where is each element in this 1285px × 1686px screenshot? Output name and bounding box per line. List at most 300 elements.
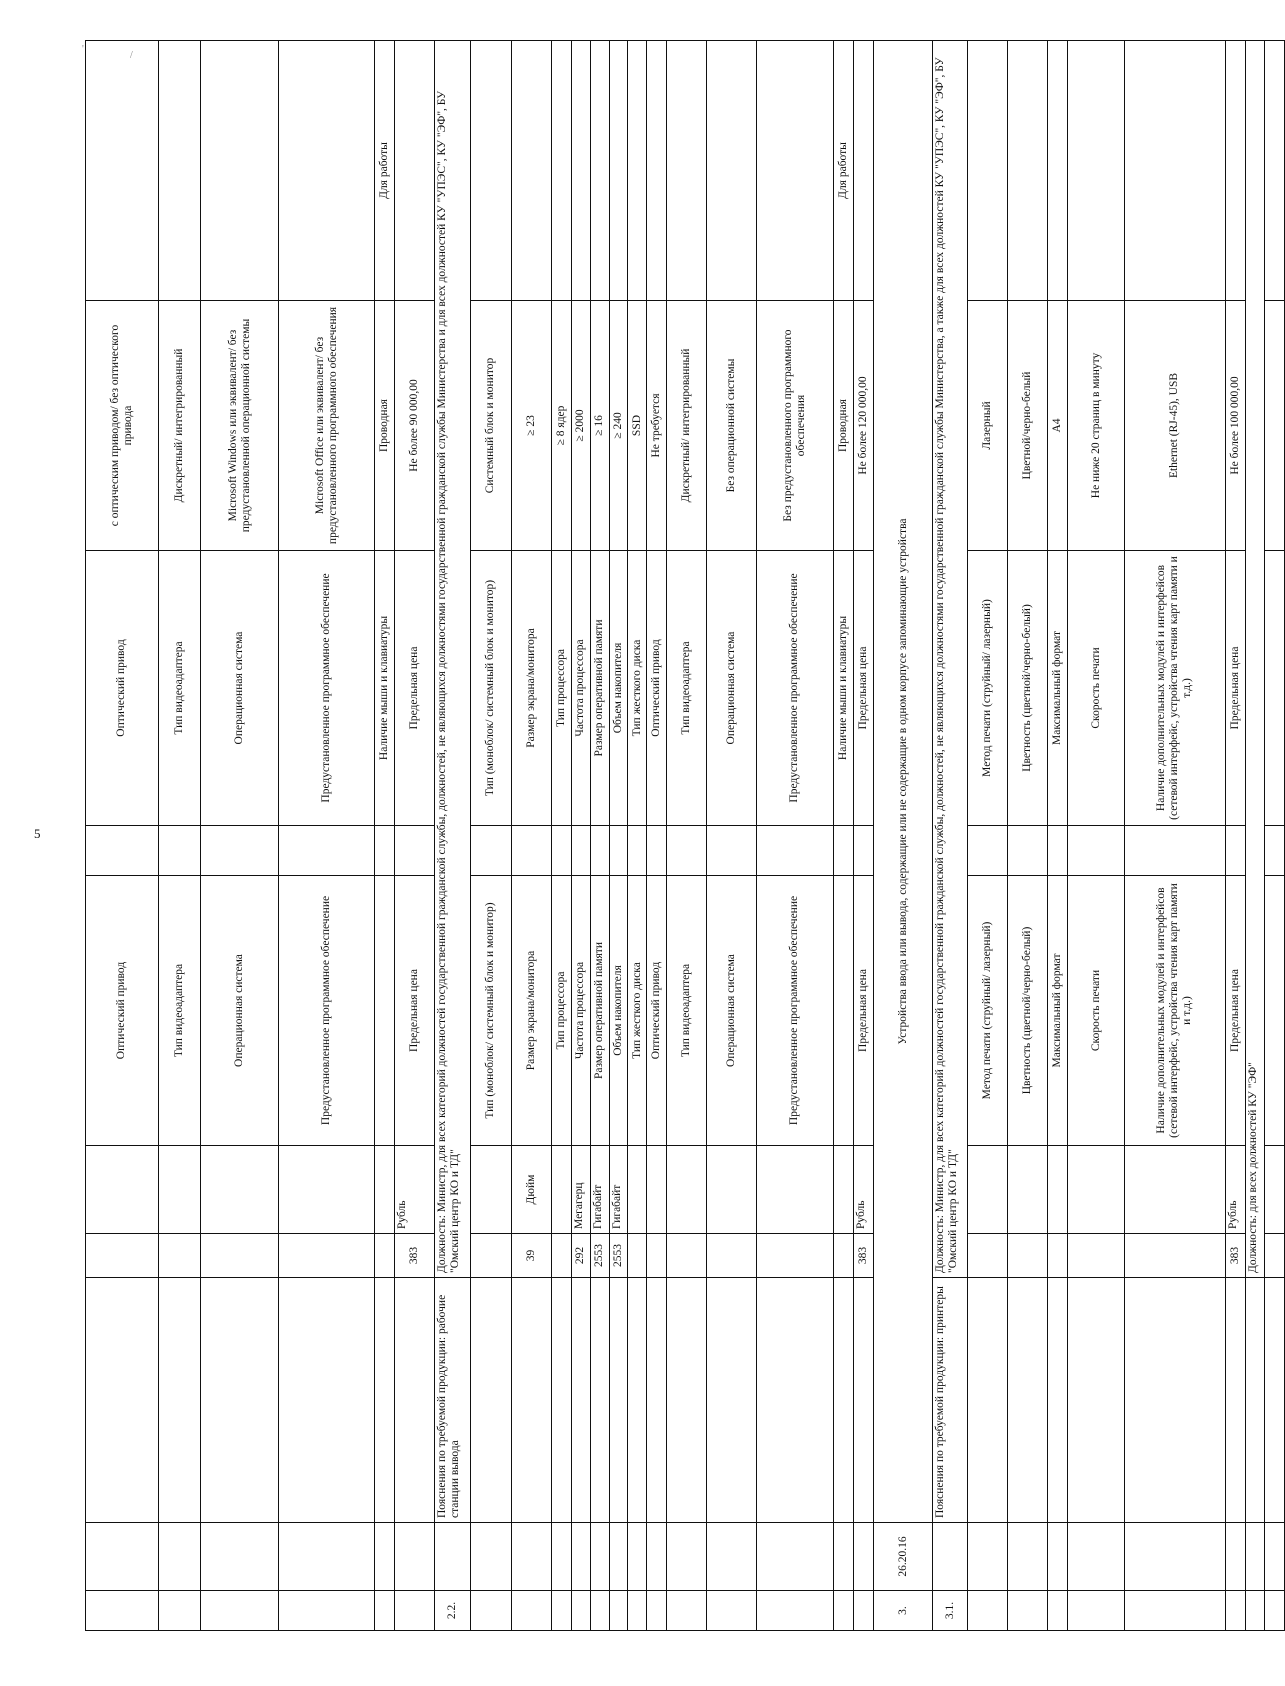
- table-cell: Тип видеоадаптера: [667, 551, 707, 826]
- table-row: [1245, 41, 1264, 1631]
- table-cell: [1264, 1523, 1284, 1591]
- table-cell: [551, 1278, 571, 1523]
- table-cell: [278, 1278, 374, 1523]
- table-cell: Тип процессора: [551, 551, 571, 826]
- table-cell: [647, 826, 667, 876]
- scan-mark: ': [82, 44, 84, 55]
- table-row: [278, 41, 374, 1631]
- table-row: [1008, 41, 1048, 1631]
- table-cell: [201, 1278, 279, 1523]
- table-cell: [1245, 1523, 1264, 1591]
- table-cell: Лазерный: [968, 301, 1008, 551]
- table-cell: [1264, 1591, 1284, 1631]
- table-cell: [834, 1234, 854, 1278]
- table-cell: Оптический привод: [86, 876, 159, 1146]
- table-cell: [756, 1523, 834, 1591]
- table-cell: Тип жесткого диска: [628, 876, 647, 1146]
- table-cell: Не более 120 000,00: [854, 301, 874, 551]
- table-cell: [395, 826, 435, 876]
- table-cell: Предельная цена: [854, 551, 874, 826]
- table-row: [628, 41, 647, 1631]
- table-cell: [707, 1591, 756, 1631]
- table-cell: Операционная система: [201, 551, 279, 826]
- table-cell: [86, 1591, 159, 1631]
- table-cell: [1048, 1523, 1068, 1591]
- table-cell: [435, 1523, 470, 1591]
- table-cell: [707, 1278, 756, 1523]
- table-row: [1068, 41, 1124, 1631]
- table-cell: [968, 41, 1008, 301]
- table-cell: [1008, 41, 1048, 301]
- table-row: [571, 41, 590, 1631]
- table-cell: [375, 1234, 395, 1278]
- table-cell: Размер экрана/монитора: [511, 876, 551, 1146]
- table-cell: [278, 826, 374, 876]
- table-cell: [1008, 826, 1048, 876]
- table-cell: [1068, 1591, 1124, 1631]
- table-cell: [86, 41, 159, 301]
- table-cell: [1264, 1146, 1284, 1234]
- table-cell: [707, 41, 756, 301]
- table-body: [86, 41, 1285, 1631]
- table-cell: Дискретный/ интегрированный: [667, 301, 707, 551]
- table-cell: [1124, 1591, 1225, 1631]
- table-row: [1264, 41, 1284, 1631]
- table-cell: [375, 1146, 395, 1234]
- table-cell: Тип видеоадаптера: [667, 876, 707, 1146]
- table-cell: Частота процессора: [571, 876, 590, 1146]
- table-cell: [158, 41, 200, 301]
- table-cell: [834, 1523, 854, 1591]
- table-cell: Не более 100 000,00: [1225, 301, 1245, 551]
- table-cell: [968, 1146, 1008, 1234]
- table-cell: [1048, 41, 1068, 301]
- table-cell: 292: [571, 1234, 590, 1278]
- table-cell: [201, 1523, 279, 1591]
- table-cell: Должность: для всех должностей КУ "ЭФ": [1245, 41, 1264, 1278]
- table-cell: [395, 1523, 435, 1591]
- table-cell: с оптическим приводом/ без оптического привода: [86, 301, 159, 551]
- table-row: [86, 41, 159, 1631]
- table-cell: [201, 1146, 279, 1234]
- table-cell: [571, 1278, 590, 1523]
- table-cell: [854, 826, 874, 876]
- table-cell: [834, 1278, 854, 1523]
- table-cell: Предустановленное программное обеспечение: [278, 876, 374, 1146]
- table-cell: [609, 826, 628, 876]
- table-cell: Должность: Министр, для всех категорий должностей государственной гражданской службы, должностей, не являющихся должностями государственной гражданской службы Министерства и для всех должностей КУ "УПЭС", КУ "ЭФ", БУ "Омский центр КО и ТД": [435, 41, 470, 1278]
- table-cell: [1068, 1146, 1124, 1234]
- table-cell: Предельная цена: [1225, 551, 1245, 826]
- table-cell: [1245, 1278, 1264, 1523]
- table-cell: Размер экрана/монитора: [511, 551, 551, 826]
- table-cell: [1264, 301, 1284, 551]
- table-cell: Системный блок и монитор: [470, 301, 511, 551]
- table-cell: [968, 826, 1008, 876]
- table-cell: [647, 1234, 667, 1278]
- table-row: [435, 41, 470, 1631]
- table-cell: [86, 1278, 159, 1523]
- table-cell: [854, 1278, 874, 1523]
- table-cell: [968, 1523, 1008, 1591]
- table-cell: [667, 41, 707, 301]
- table-cell: Рубль: [854, 1146, 874, 1234]
- table-row: [609, 41, 628, 1631]
- table-cell: [1048, 1234, 1068, 1278]
- table-cell: Пояснения по требуемой продукции: рабочие станции вывода: [435, 1278, 470, 1523]
- table-cell: [647, 41, 667, 301]
- table-cell: [1264, 1234, 1284, 1278]
- table-cell: [551, 1146, 571, 1234]
- table-cell: [158, 1523, 200, 1591]
- table-cell: Рубль: [395, 1146, 435, 1234]
- table-cell: [1124, 1523, 1225, 1591]
- table-cell: [470, 1278, 511, 1523]
- table-cell: Не требуется: [647, 301, 667, 551]
- table-row: [1048, 41, 1068, 1631]
- table-cell: [756, 1591, 834, 1631]
- table-cell: [278, 1523, 374, 1591]
- table-cell: [278, 1591, 374, 1631]
- table-cell: [1225, 41, 1245, 301]
- table-cell: [278, 1146, 374, 1234]
- table-cell: [1048, 1278, 1068, 1523]
- table-cell: 383: [854, 1234, 874, 1278]
- table-cell: Дискретный/ интегрированный: [158, 301, 200, 551]
- table-cell: [968, 1234, 1008, 1278]
- table-cell: [756, 1234, 834, 1278]
- table-cell: [609, 1278, 628, 1523]
- table-cell: Должность: Министр, для всех категорий должностей государственной гражданской службы, должностей, не являющихся должностями государственной гражданской службы Министерства, а также для всех должностей КУ "УПЭС", КУ "ЭФ", БУ "Омский центр КО и ТД": [933, 41, 968, 1278]
- table-cell: Тип (моноблок/ системный блок и монитор): [470, 876, 511, 1146]
- table-row: [395, 41, 435, 1631]
- table-cell: [201, 1591, 279, 1631]
- table-cell: Метод печати (струйный/ лазерный): [968, 551, 1008, 826]
- table-cell: [1068, 41, 1124, 301]
- table-cell: 2553: [590, 1234, 609, 1278]
- table-cell: [590, 1523, 609, 1591]
- page-number: 5: [34, 826, 41, 841]
- table-cell: [1245, 1591, 1264, 1631]
- table-cell: 2553: [609, 1234, 628, 1278]
- table-cell: Наличие мыши и клавиатуры: [375, 551, 395, 826]
- table-cell: Максимальный формат: [1048, 551, 1068, 826]
- table-cell: Размер оперативной памяти: [590, 551, 609, 826]
- table-cell: Наличие дополнительных модулей и интерфейсов (сетевой интерфейс, устройства чтения карт памяти и т.д.): [1124, 551, 1225, 826]
- table-cell: [470, 1234, 511, 1278]
- table-cell: Частота процессора: [571, 551, 590, 826]
- table-cell: [551, 1591, 571, 1631]
- table-cell: [834, 876, 854, 1146]
- table-cell: [375, 826, 395, 876]
- table-cell: [1048, 1146, 1068, 1234]
- table-cell: [86, 1234, 159, 1278]
- table-cell: [571, 1523, 590, 1591]
- table-cell: Наличие дополнительных модулей и интерфейсов (сетевой интерфейс, устройства чтения карт памяти и т.д.): [1124, 876, 1225, 1146]
- table-cell: [756, 826, 834, 876]
- table-cell: ≥ 16: [590, 301, 609, 551]
- table-cell: [1264, 551, 1284, 826]
- table-cell: 2.2.: [435, 1591, 470, 1631]
- table-cell: 3.: [874, 1591, 933, 1631]
- table-row: [968, 41, 1008, 1631]
- table-row: [511, 41, 551, 1631]
- table-cell: [278, 41, 374, 301]
- table-row: [933, 41, 968, 1631]
- table-cell: [1068, 826, 1124, 876]
- table-cell: [1264, 826, 1284, 876]
- table-cell: [375, 1278, 395, 1523]
- table-cell: [647, 1278, 667, 1523]
- table-cell: [470, 1146, 511, 1234]
- table-cell: [968, 1591, 1008, 1631]
- table-cell: Объем накопителя: [609, 551, 628, 826]
- table-cell: [590, 1278, 609, 1523]
- table-cell: [968, 1278, 1008, 1523]
- table-cell: Цветной/черно-белый: [1008, 301, 1048, 551]
- table-cell: Мегагерц: [571, 1146, 590, 1234]
- table-cell: [551, 41, 571, 301]
- table-cell: [667, 826, 707, 876]
- table-cell: [1264, 876, 1284, 1146]
- table-cell: [158, 1146, 200, 1234]
- table-cell: Размер оперативной памяти: [590, 876, 609, 1146]
- table-row: [201, 41, 279, 1631]
- table-cell: [756, 1146, 834, 1234]
- table-row: [647, 41, 667, 1631]
- table-cell: Операционная система: [707, 551, 756, 826]
- table-cell: Оптический привод: [86, 551, 159, 826]
- table-row: [551, 41, 571, 1631]
- table-cell: [470, 1591, 511, 1631]
- table-cell: Операционная система: [707, 876, 756, 1146]
- table-cell: [834, 1146, 854, 1234]
- table-cell: [1225, 1523, 1245, 1591]
- table-cell: [707, 1523, 756, 1591]
- table-cell: [628, 41, 647, 301]
- table-cell: [1124, 41, 1225, 301]
- table-cell: Наличие мыши и клавиатуры: [834, 551, 854, 826]
- table-cell: [707, 1234, 756, 1278]
- table-cell: [86, 1146, 159, 1234]
- table-row: [756, 41, 834, 1631]
- specification-table: [85, 40, 1285, 1631]
- table-cell: [201, 41, 279, 301]
- table-cell: [1068, 1278, 1124, 1523]
- table-cell: [395, 1278, 435, 1523]
- table-cell: [511, 41, 551, 301]
- table-cell: [628, 1146, 647, 1234]
- table-cell: [1048, 1591, 1068, 1631]
- table-cell: [1048, 826, 1068, 876]
- table-row: [375, 41, 395, 1631]
- table-cell: Для работы: [834, 41, 854, 301]
- table-cell: [201, 1234, 279, 1278]
- table-cell: [667, 1146, 707, 1234]
- table-cell: [1225, 1591, 1245, 1631]
- table-cell: Гигабайт: [590, 1146, 609, 1234]
- table-cell: Скорость печати: [1068, 876, 1124, 1146]
- table-cell: [571, 1591, 590, 1631]
- table-cell: [590, 1591, 609, 1631]
- table-cell: Предельная цена: [395, 551, 435, 826]
- table-cell: [511, 1591, 551, 1631]
- table-cell: Цветность (цветной/черно-белый): [1008, 876, 1048, 1146]
- table-cell: [628, 1278, 647, 1523]
- table-cell: Тип видеоадаптера: [158, 876, 200, 1146]
- table-cell: Предельная цена: [1225, 876, 1245, 1146]
- table-row: [1124, 41, 1225, 1631]
- table-cell: Скорость печати: [1068, 551, 1124, 826]
- table-cell: [590, 826, 609, 876]
- table-row: [854, 41, 874, 1631]
- table-cell: [201, 826, 279, 876]
- table-cell: Оптический привод: [647, 551, 667, 826]
- table-cell: [756, 1278, 834, 1523]
- table-cell: [1008, 1523, 1048, 1591]
- table-cell: Предустановленное программное обеспечение: [756, 551, 834, 826]
- table-cell: [511, 1278, 551, 1523]
- table-cell: [551, 826, 571, 876]
- table-cell: [511, 826, 551, 876]
- table-cell: [834, 1591, 854, 1631]
- table-cell: [647, 1591, 667, 1631]
- table-cell: [1124, 826, 1225, 876]
- table-row: [158, 41, 200, 1631]
- table-cell: [571, 826, 590, 876]
- table-row: [667, 41, 707, 1631]
- table-cell: [1225, 826, 1245, 876]
- table-cell: [375, 1591, 395, 1631]
- table-cell: [551, 1523, 571, 1591]
- table-row: [590, 41, 609, 1631]
- table-cell: Microsoft Windows или эквивалент/ без предустановленной операционной системы: [201, 301, 279, 551]
- table-cell: [609, 41, 628, 301]
- table-row: [470, 41, 511, 1631]
- table-cell: [647, 1523, 667, 1591]
- table-cell: [1068, 1234, 1124, 1278]
- table-cell: 383: [1225, 1234, 1245, 1278]
- table-cell: Тип видеоадаптера: [158, 551, 200, 826]
- table-cell: [756, 41, 834, 301]
- table-cell: [86, 1523, 159, 1591]
- table-cell: [395, 1591, 435, 1631]
- table-cell: [707, 826, 756, 876]
- table-cell: Без операционной системы: [707, 301, 756, 551]
- table-cell: [707, 1146, 756, 1234]
- table-cell: [628, 1591, 647, 1631]
- table-cell: [667, 1523, 707, 1591]
- scan-mark: /: [130, 50, 133, 61]
- table-cell: [1264, 1278, 1284, 1523]
- table-cell: [1124, 1146, 1225, 1234]
- table-cell: [395, 41, 435, 301]
- table-cell: Цветность (цветной/черно-белый): [1008, 551, 1048, 826]
- table-cell: [933, 1523, 968, 1591]
- table-cell: [834, 826, 854, 876]
- table-cell: Оптический привод: [647, 876, 667, 1146]
- table-cell: Тип (моноблок/ системный блок и монитор): [470, 551, 511, 826]
- table-cell: Ethernet (RJ-45), USB: [1124, 301, 1225, 551]
- table-cell: [590, 41, 609, 301]
- table-cell: Максимальный формат: [1048, 876, 1068, 1146]
- table-cell: Проводная: [834, 301, 854, 551]
- table-cell: [158, 826, 200, 876]
- table-cell: [470, 41, 511, 301]
- table-cell: [375, 1523, 395, 1591]
- table-cell: [571, 41, 590, 301]
- table-cell: [854, 1591, 874, 1631]
- table-cell: [628, 1523, 647, 1591]
- table-cell: [158, 1591, 200, 1631]
- table-cell: [667, 1591, 707, 1631]
- table-cell: [1068, 1523, 1124, 1591]
- table-cell: [1124, 1278, 1225, 1523]
- table-row: [1225, 41, 1245, 1631]
- table-cell: Операционная система: [201, 876, 279, 1146]
- table-cell: [628, 1234, 647, 1278]
- table-cell: Предельная цена: [854, 876, 874, 1146]
- table-cell: [470, 826, 511, 876]
- table-row: [834, 41, 854, 1631]
- table-cell: ≥ 23: [511, 301, 551, 551]
- table-cell: Предустановленное программное обеспечение: [278, 551, 374, 826]
- table-cell: [667, 1278, 707, 1523]
- table-cell: А4: [1048, 301, 1068, 551]
- table-cell: [1124, 1234, 1225, 1278]
- table-cell: [628, 826, 647, 876]
- table-cell: [1008, 1278, 1048, 1523]
- table-cell: Дюйм: [511, 1146, 551, 1234]
- table-cell: [854, 1523, 874, 1591]
- table-cell: [86, 826, 159, 876]
- table-cell: [278, 1234, 374, 1278]
- table-cell: [551, 1234, 571, 1278]
- table-cell: Проводная: [375, 301, 395, 551]
- table-cell: ≥ 8 ядер: [551, 301, 571, 551]
- table-cell: Устройства ввода или вывода, содержащие или не содержащие в одном корпусе запоминающие устройства: [874, 41, 933, 1523]
- table-cell: ≥ 2000: [571, 301, 590, 551]
- table-cell: Тип жесткого диска: [628, 551, 647, 826]
- table-cell: Предустановленное программное обеспечение: [756, 876, 834, 1146]
- table-cell: Без предустановленного программного обеспечения: [756, 301, 834, 551]
- table-cell: 26.20.16: [874, 1523, 933, 1591]
- table-cell: [1225, 1278, 1245, 1523]
- table-cell: Для работы: [375, 41, 395, 301]
- table-cell: [158, 1234, 200, 1278]
- table-row: [707, 41, 756, 1631]
- table-cell: [1008, 1146, 1048, 1234]
- table-cell: [511, 1523, 551, 1591]
- table-cell: Пояснения по требуемой продукции: принтеры: [933, 1278, 968, 1523]
- table-cell: [667, 1234, 707, 1278]
- table-cell: Метод печати (струйный/ лазерный): [968, 876, 1008, 1146]
- table-cell: Microsoft Office или эквивалент/ без предустановленного программного обеспечения: [278, 301, 374, 551]
- table-cell: Тип процессора: [551, 876, 571, 1146]
- table-cell: Не ниже 20 страниц в минуту: [1068, 301, 1124, 551]
- table-cell: 3.1.: [933, 1591, 968, 1631]
- table-cell: Предельная цена: [395, 876, 435, 1146]
- table-cell: [647, 1146, 667, 1234]
- table-cell: [375, 876, 395, 1146]
- table-cell: [1008, 1234, 1048, 1278]
- table-cell: Объем накопителя: [609, 876, 628, 1146]
- table-cell: Гигабайт: [609, 1146, 628, 1234]
- table-cell: [1008, 1591, 1048, 1631]
- table-cell: 383: [395, 1234, 435, 1278]
- table-cell: Рубль: [1225, 1146, 1245, 1234]
- table-cell: [1264, 41, 1284, 301]
